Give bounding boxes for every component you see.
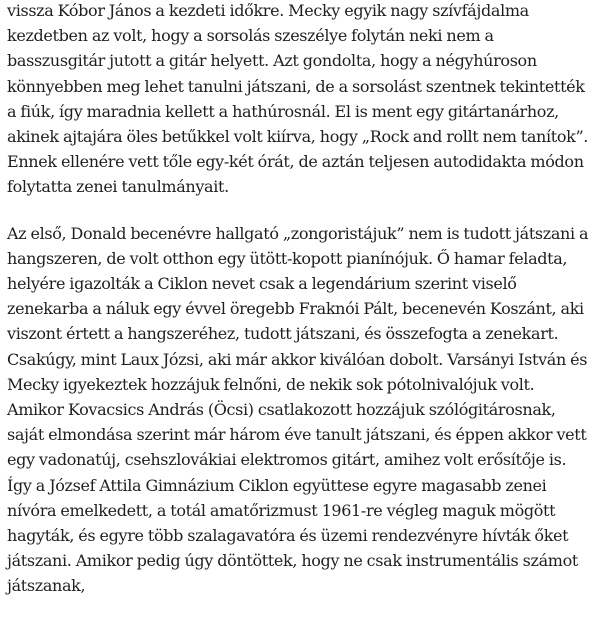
paragraph-2: Az első, Donald becenévre hallgató „zongoristájuk” nem is tudott játszani a hangszeren, de volt otthon egy ütött-kopott pianínójuk. Ő hamar feladta, helyére igazolták a Ciklon nevet csak a legendárium szerint viselő zenekarba a náluk egy évvel öregebb Fraknói Pált, becenevén Koszánt, aki viszont értett a hangszeréhez, tudott játszani, és összefogta a zenekart. Csakúgy, mint Laux Józsi, aki már akkor kiválóan dobolt. Varsányi István és Mecky igyekeztek hozzájuk felnőni, de nekik sok pótolnivalójuk volt. Amikor Kovacsics András (Öcsi) csatlakozott hozzájuk szólógitárosnak, saját elmondása szerint már három éve tanult játszani, és éppen akkor vett egy vadonatúj, csehszlovákiai elektromos gitárt, amihez volt erősítője is. Így a József Attila Gimnázium Ciklon együttese egyre magasabb zenei nívóra emelkedett, a totál amatőrizmust 1961-re végleg maguk mögött hagyták, és egyre több szalagavatóra és üzemi rendezvényre hívták őket játszani. Amikor pedig úgy döntöttek, hogy ne csak instrumentális számot játszanak, xyxy=(7,223,589,596)
paragraph-1: vissza Kóbor János a kezdeti időkre. Mecky egyik nagy szívfájdalma kezdetben az volt, hogy a sorsolás szeszélye folytán neki nem a basszusgitár jutott a gitár helyett. Azt gondolta, hogy a négyhúroson könnyebben meg lehet tanulni játszani, de a sorsolást szentnek tekintették a fiúk, így maradnia kellett a hathúrosnál. El is ment egy gitártanárhoz, akinek ajtajára öles betűkkel volt kiírva, hogy „Rock and rollt nem tanítok”. Ennek ellenére vett tőle egy-két órát, de aztán teljesen autodidakta módon folytatta zenei tanulmányait. xyxy=(7,1,589,197)
article-body xyxy=(7,0,593,620)
